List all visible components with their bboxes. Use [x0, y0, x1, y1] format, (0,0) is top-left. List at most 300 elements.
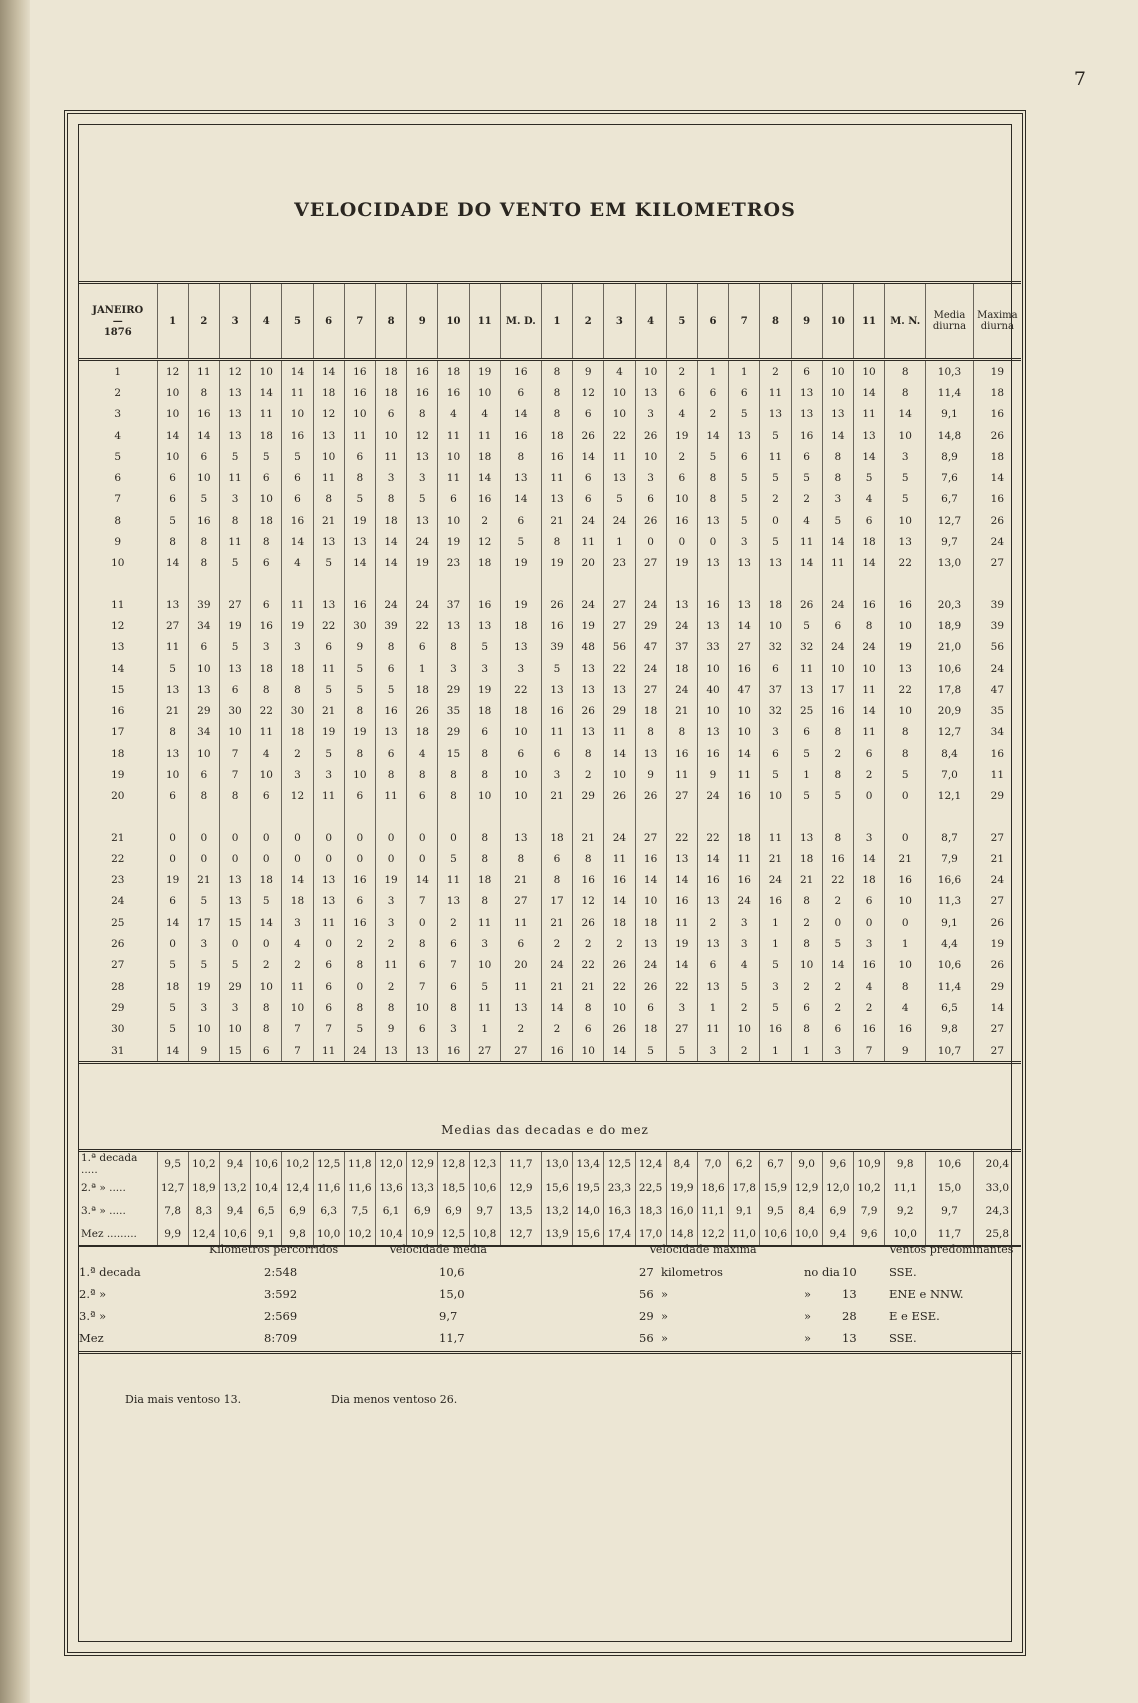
value-cell: 10	[344, 764, 375, 785]
value-cell: 18	[469, 553, 500, 574]
value-cell: 11	[313, 912, 344, 933]
value-cell: 14	[469, 467, 500, 488]
decade-value: 12,5	[313, 1151, 344, 1177]
value-cell: 8	[251, 679, 282, 700]
value-cell: 5	[760, 467, 791, 488]
value-cell: 6	[697, 955, 728, 976]
value-cell: 16	[822, 700, 853, 721]
value-cell: 5	[760, 764, 791, 785]
value-cell: 4	[885, 997, 926, 1018]
value-cell: 19	[666, 425, 697, 446]
value-cell: 11	[973, 764, 1021, 785]
value-cell: 5	[313, 743, 344, 764]
value-cell: 5	[729, 976, 760, 997]
value-cell: 6	[573, 467, 604, 488]
day-cell: 22	[111, 852, 125, 865]
value-cell: 24	[573, 594, 604, 615]
value-cell: 11	[604, 722, 635, 743]
value-cell: 18	[313, 382, 344, 403]
value-cell: 7	[282, 1019, 313, 1040]
header-hour: 4	[251, 283, 282, 360]
decade-value: 10,2	[282, 1151, 313, 1177]
value-cell: 12,1	[926, 786, 973, 807]
dia-menos-ventoso: Dia menos ventoso 26.	[331, 1393, 458, 1406]
value-cell: 3	[282, 764, 313, 785]
value-cell: 0	[375, 848, 406, 869]
value-cell: 11	[853, 722, 884, 743]
summary-km: 3:592	[264, 1287, 298, 1301]
summary-dia: 28	[842, 1309, 857, 1323]
decade-value: 33,0	[973, 1176, 1021, 1199]
value-cell: 5	[157, 1019, 188, 1040]
value-cell: 18	[438, 360, 469, 383]
value-cell: 6	[157, 891, 188, 912]
day-cell: 6	[114, 472, 122, 485]
decade-value: 11,8	[344, 1151, 375, 1177]
table-row	[79, 870, 1021, 891]
value-cell: 7	[219, 743, 250, 764]
header-hour: 10	[438, 283, 469, 360]
value-cell: 18	[282, 658, 313, 679]
value-cell: 29	[604, 700, 635, 721]
decade-value: 12,4	[282, 1176, 313, 1199]
value-cell: 8	[853, 615, 884, 636]
value-cell: 24	[541, 955, 572, 976]
decade-value: 19,9	[666, 1176, 697, 1199]
value-cell: 6	[438, 933, 469, 954]
value-cell: 16	[188, 510, 219, 531]
value-cell: 13	[666, 594, 697, 615]
value-cell: 14	[822, 531, 853, 552]
decade-value: 10,0	[313, 1222, 344, 1246]
header-hour: 4	[635, 283, 666, 360]
value-cell: 34	[973, 722, 1021, 743]
value-cell: 9,8	[926, 1019, 973, 1040]
value-cell: 10	[604, 382, 635, 403]
table-row	[79, 1040, 1021, 1063]
value-cell: 5	[885, 489, 926, 510]
value-cell: 14	[822, 955, 853, 976]
day-cell: 4	[114, 429, 122, 442]
value-cell: 23	[604, 553, 635, 574]
value-cell: 6	[500, 382, 541, 403]
value-cell: 0	[375, 827, 406, 848]
value-cell: 11	[760, 382, 791, 403]
value-cell: 5	[344, 489, 375, 510]
value-cell: 10	[157, 404, 188, 425]
value-cell: 2	[822, 976, 853, 997]
value-cell: 22	[604, 976, 635, 997]
day-cell: 27	[111, 959, 125, 972]
value-cell: 26	[635, 425, 666, 446]
value-cell: 16	[697, 870, 728, 891]
value-cell: 16	[541, 1040, 572, 1063]
value-cell: 21	[157, 700, 188, 721]
value-cell: 5	[729, 489, 760, 510]
value-cell: 18	[469, 446, 500, 467]
value-cell: 14	[282, 870, 313, 891]
decade-value: 12,3	[469, 1151, 500, 1177]
value-cell: 30	[344, 615, 375, 636]
value-cell: 6	[853, 891, 884, 912]
value-cell: 26	[635, 510, 666, 531]
value-cell: 17	[822, 679, 853, 700]
value-cell: 1	[604, 531, 635, 552]
value-cell: 19	[469, 360, 500, 383]
value-cell: 37	[760, 679, 791, 700]
value-cell: 1	[791, 1040, 822, 1063]
value-cell: 13	[188, 679, 219, 700]
value-cell: 21	[973, 848, 1021, 869]
decade-value: 6,3	[313, 1199, 344, 1222]
decade-value: 10,8	[469, 1222, 500, 1246]
value-cell: 5	[604, 489, 635, 510]
value-cell: 24	[729, 891, 760, 912]
value-cell: 6	[344, 786, 375, 807]
header-hour: 1	[157, 283, 188, 360]
decade-value: 12,8	[438, 1151, 469, 1177]
value-cell: 9,1	[926, 912, 973, 933]
decade-value: 13,5	[500, 1199, 541, 1222]
value-cell: 0	[188, 848, 219, 869]
value-cell: 10	[729, 1019, 760, 1040]
value-cell: 6	[573, 1019, 604, 1040]
value-cell: 2	[853, 997, 884, 1018]
decade-value: 10,2	[188, 1151, 219, 1177]
value-cell: 6	[635, 489, 666, 510]
value-cell: 11	[157, 637, 188, 658]
value-cell: 2	[541, 933, 572, 954]
value-cell: 0	[635, 531, 666, 552]
value-cell: 18	[729, 827, 760, 848]
value-cell: 16	[375, 700, 406, 721]
value-cell: 18	[541, 827, 572, 848]
header-maxima-col: Maxima diurna	[973, 283, 1021, 360]
value-cell: 12	[282, 786, 313, 807]
value-cell: 2	[760, 360, 791, 383]
value-cell: 10	[635, 891, 666, 912]
value-cell: 13	[500, 827, 541, 848]
value-cell: 6	[760, 658, 791, 679]
value-cell: 13	[697, 722, 728, 743]
value-cell: 13	[313, 594, 344, 615]
summary-max: 27	[639, 1265, 654, 1279]
value-cell: 16	[541, 615, 572, 636]
value-cell: 3	[500, 658, 541, 679]
value-cell: 0	[251, 848, 282, 869]
value-cell: 21	[313, 700, 344, 721]
decade-value: 23,3	[604, 1176, 635, 1199]
value-cell: 24	[697, 786, 728, 807]
value-cell: 16	[973, 404, 1021, 425]
summary-max: 56	[639, 1331, 654, 1345]
value-cell: 21	[791, 870, 822, 891]
day-cell: 1	[114, 365, 122, 378]
value-cell: 5	[251, 891, 282, 912]
day-cell: 8	[114, 514, 122, 527]
value-cell: 8	[697, 489, 728, 510]
value-cell: 6	[188, 764, 219, 785]
value-cell: 18	[853, 531, 884, 552]
value-cell: 19	[469, 679, 500, 700]
value-cell: 0	[157, 848, 188, 869]
value-cell: 10	[885, 615, 926, 636]
value-cell: 10,6	[926, 955, 973, 976]
day-cell: 15	[111, 683, 125, 696]
value-cell: 26	[973, 425, 1021, 446]
value-cell: 13	[697, 891, 728, 912]
value-cell: 8	[885, 360, 926, 383]
value-cell: 10	[604, 764, 635, 785]
value-cell: 8	[573, 848, 604, 869]
value-cell: 5	[157, 658, 188, 679]
value-cell: 18,9	[926, 615, 973, 636]
value-cell: 2	[760, 489, 791, 510]
value-cell: 16	[973, 489, 1021, 510]
summary-vento: E e ESE.	[889, 1309, 940, 1323]
header-dash: —	[112, 315, 123, 327]
value-cell: 17	[541, 891, 572, 912]
decade-value: 12,9	[500, 1176, 541, 1199]
value-cell: 10	[407, 997, 438, 1018]
value-cell: 18	[157, 976, 188, 997]
value-cell: 33	[697, 637, 728, 658]
value-cell: 13	[219, 404, 250, 425]
value-cell: 8	[344, 467, 375, 488]
value-cell: 4	[604, 360, 635, 383]
value-cell: 13	[157, 679, 188, 700]
value-cell: 5	[729, 467, 760, 488]
value-cell: 11	[729, 848, 760, 869]
page-frame	[64, 110, 1026, 1656]
value-cell: 13	[407, 510, 438, 531]
decade-value: 8,4	[791, 1199, 822, 1222]
table-header-row	[79, 283, 1021, 360]
value-cell: 2	[469, 510, 500, 531]
value-cell: 3	[853, 933, 884, 954]
value-cell: 4	[407, 743, 438, 764]
value-cell: 6	[375, 658, 406, 679]
value-cell: 2	[438, 912, 469, 933]
decade-value: 6,9	[282, 1199, 313, 1222]
value-cell: 0	[853, 786, 884, 807]
value-cell: 29	[438, 722, 469, 743]
value-cell: 12	[469, 531, 500, 552]
value-cell: 30	[219, 700, 250, 721]
value-cell: 14	[604, 891, 635, 912]
value-cell: 6	[697, 382, 728, 403]
value-cell: 5	[760, 531, 791, 552]
value-cell: 13	[157, 743, 188, 764]
value-cell: 47	[729, 679, 760, 700]
value-cell: 8	[822, 722, 853, 743]
decade-value: 9,8	[282, 1222, 313, 1246]
value-cell: 10	[635, 360, 666, 383]
value-cell: 5	[313, 553, 344, 574]
decade-value: 8,4	[666, 1151, 697, 1177]
value-cell: 11	[219, 531, 250, 552]
value-cell: 15	[219, 912, 250, 933]
value-cell: 14,8	[926, 425, 973, 446]
value-cell: 24	[407, 531, 438, 552]
value-cell: 13,0	[926, 553, 973, 574]
value-cell: 39	[188, 594, 219, 615]
table-row	[79, 912, 1021, 933]
value-cell: 13	[573, 722, 604, 743]
value-cell: 2	[541, 1019, 572, 1040]
value-cell: 4	[469, 404, 500, 425]
value-cell: 26	[541, 594, 572, 615]
decade-value: 10,9	[853, 1151, 884, 1177]
table-row	[79, 976, 1021, 997]
day-cell: 16	[111, 705, 125, 718]
value-cell: 17	[188, 912, 219, 933]
value-cell: 4,4	[926, 933, 973, 954]
value-cell: 6	[791, 446, 822, 467]
value-cell: 14	[666, 870, 697, 891]
value-cell: 18	[282, 722, 313, 743]
value-cell: 15	[438, 743, 469, 764]
value-cell: 10	[885, 700, 926, 721]
day-cell: 23	[111, 874, 125, 887]
value-cell: 14	[729, 743, 760, 764]
decade-value: 6,7	[760, 1151, 791, 1177]
value-cell: 5	[635, 1040, 666, 1063]
value-cell: 8,7	[926, 827, 973, 848]
value-cell: 6	[407, 786, 438, 807]
value-cell: 16	[635, 848, 666, 869]
value-cell: 29	[573, 786, 604, 807]
value-cell: 27	[157, 615, 188, 636]
value-cell: 5	[313, 679, 344, 700]
value-cell: 14	[604, 1040, 635, 1063]
decade-value: 7,5	[344, 1199, 375, 1222]
value-cell: 22	[251, 700, 282, 721]
value-cell: 8	[407, 933, 438, 954]
value-cell: 27	[729, 637, 760, 658]
value-cell: 19	[344, 722, 375, 743]
table-row	[79, 382, 1021, 403]
value-cell: 14	[573, 446, 604, 467]
value-cell: 6	[313, 955, 344, 976]
value-cell: 24	[760, 870, 791, 891]
value-cell: 13	[885, 658, 926, 679]
value-cell: 0	[282, 827, 313, 848]
value-cell: 10	[885, 955, 926, 976]
table-row	[79, 489, 1021, 510]
value-cell: 5	[344, 658, 375, 679]
value-cell: 11	[375, 446, 406, 467]
decade-value: 12,0	[822, 1176, 853, 1199]
table-row	[79, 764, 1021, 785]
value-cell: 29	[188, 700, 219, 721]
value-cell: 13	[729, 553, 760, 574]
value-cell: 3	[407, 467, 438, 488]
decade-spacer	[79, 574, 1021, 594]
value-cell: 5	[282, 446, 313, 467]
decade-value: 6,5	[251, 1199, 282, 1222]
value-cell: 16	[760, 1019, 791, 1040]
value-cell: 19	[666, 933, 697, 954]
decade-value: 9,8	[885, 1151, 926, 1177]
value-cell: 13	[219, 891, 250, 912]
value-cell: 18	[973, 446, 1021, 467]
value-cell: 27	[973, 1040, 1021, 1063]
value-cell: 5	[791, 743, 822, 764]
day-cell: 18	[111, 747, 125, 760]
decade-value: 12,4	[188, 1222, 219, 1246]
value-cell: 16	[407, 382, 438, 403]
value-cell: 18	[469, 700, 500, 721]
value-cell: 8	[541, 531, 572, 552]
value-cell: 11	[219, 467, 250, 488]
value-cell: 5	[729, 404, 760, 425]
summary-dia: 13	[842, 1331, 857, 1345]
value-cell: 10	[500, 786, 541, 807]
value-cell: 3	[822, 489, 853, 510]
value-cell: 17,8	[926, 679, 973, 700]
value-cell: 13	[885, 531, 926, 552]
value-cell: 18	[251, 658, 282, 679]
decade-value: 17,0	[635, 1222, 666, 1246]
value-cell: 0	[853, 912, 884, 933]
decade-value: 15,6	[541, 1176, 572, 1199]
header-hour: 7	[344, 283, 375, 360]
value-cell: 6	[313, 976, 344, 997]
day-cell: 26	[111, 938, 125, 951]
value-cell: 26	[604, 1019, 635, 1040]
value-cell: 16	[666, 891, 697, 912]
value-cell: 24	[604, 510, 635, 531]
value-cell: 3	[188, 933, 219, 954]
value-cell: 32	[791, 637, 822, 658]
table-row	[79, 615, 1021, 636]
decade-value: 12,9	[407, 1151, 438, 1177]
value-cell: 0	[885, 827, 926, 848]
value-cell: 24	[573, 510, 604, 531]
value-cell: 4	[853, 976, 884, 997]
decade-value: 9,7	[469, 1199, 500, 1222]
value-cell: 5	[188, 891, 219, 912]
header-hour: 10	[822, 283, 853, 360]
value-cell: 8	[697, 467, 728, 488]
value-cell: 3	[541, 764, 572, 785]
value-cell: 6	[219, 679, 250, 700]
value-cell: 10	[438, 446, 469, 467]
value-cell: 21	[188, 870, 219, 891]
value-cell: 10	[313, 446, 344, 467]
decade-value: 12,4	[635, 1151, 666, 1177]
value-cell: 10	[219, 722, 250, 743]
decade-value: 10,6	[251, 1151, 282, 1177]
value-cell: 13	[635, 933, 666, 954]
decade-averages-table	[79, 1149, 1021, 1247]
value-cell: 21	[541, 912, 572, 933]
value-cell: 6	[438, 489, 469, 510]
value-cell: 6	[251, 1040, 282, 1063]
value-cell: 21	[541, 976, 572, 997]
value-cell: 1	[697, 997, 728, 1018]
value-cell: 29	[973, 786, 1021, 807]
decade-value: 12,2	[697, 1222, 728, 1246]
value-cell: 4	[729, 955, 760, 976]
value-cell: 2	[853, 764, 884, 785]
value-cell: 5	[760, 955, 791, 976]
value-cell: 15	[219, 1040, 250, 1063]
value-cell: 4	[282, 933, 313, 954]
value-cell: 8	[188, 786, 219, 807]
decade-value: 20,4	[973, 1151, 1021, 1177]
